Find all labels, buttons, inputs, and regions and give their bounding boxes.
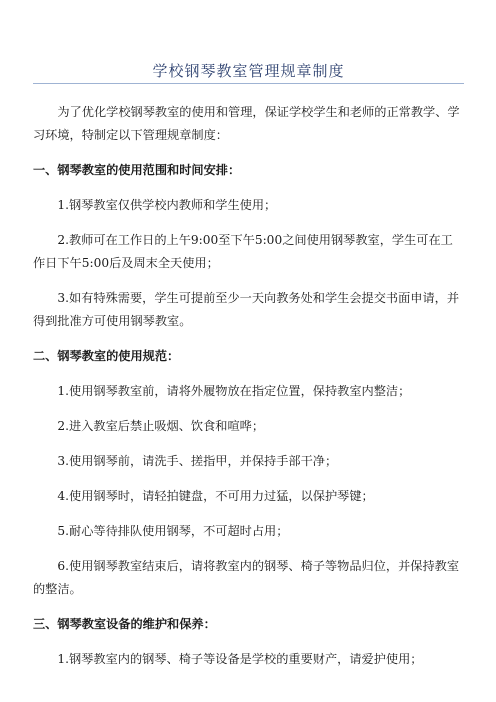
section-2-item-6: 6.使用钢琴教室结束后，请将教室内的钢琴、椅子等物品归位，并保持教室的整洁。	[33, 559, 460, 596]
section-2-heading: 二、钢琴教室的使用规范：	[33, 349, 180, 363]
section-1-item-2: 2.教师可在工作日的上午9:00至下午5:00之间使用钢琴教室，学生可在工作日下午5:00后及周末全天使用；	[33, 233, 453, 270]
section-2-item-3: 3.使用钢琴前，请洗手、搓指甲，并保持手部干净；	[57, 454, 338, 468]
section-1-item-3: 3.如有特殊需要，学生可提前至少一天向教务处和学生会提交书面申请，并得到批准方可使用钢琴教室。	[33, 291, 460, 328]
section-1-item-1: 1.钢琴教室仅供学校内教师和学生使用；	[57, 198, 277, 212]
section-3-item-1: 1.钢琴教室内的钢琴、椅子等设备是学校的重要财产，请爱护使用；	[57, 652, 423, 666]
section-1-heading: 一、钢琴教室的使用范围和时间安排：	[33, 163, 241, 177]
section-3-heading: 三、钢琴教室设备的维护和保养：	[33, 617, 216, 631]
section-2-item-5: 5.耐心等待排队使用钢琴，不可超时占用；	[57, 524, 289, 538]
section-2-item-4: 4.使用钢琴时，请轻拍键盘，不可用力过猛，以保护琴键；	[57, 489, 374, 503]
section-2-item-2: 2.进入教室后禁止吸烟、饮食和喧哗；	[57, 419, 265, 433]
intro-paragraph: 为了优化学校钢琴教室的使用和管理，保证学校学生和老师的正常教学、学习环境，特制定以下管理规章制度：	[33, 105, 460, 142]
document-title: 学校钢琴教室管理规章制度	[33, 0, 464, 84]
section-2-item-1: 1.使用钢琴教室前，请将外履物放在指定位置，保持教室内整洁；	[57, 384, 411, 398]
